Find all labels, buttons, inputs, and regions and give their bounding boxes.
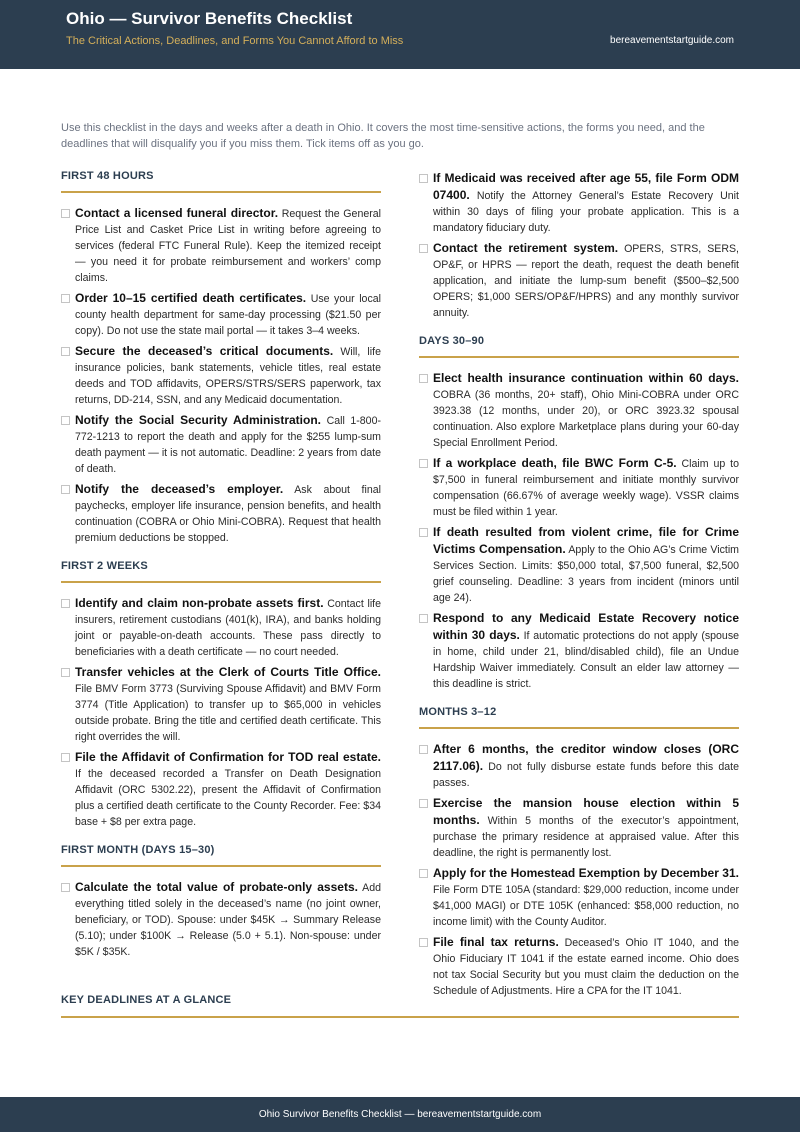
left-column — [61, 170, 381, 964]
checklist-item — [61, 664, 381, 745]
right-column — [419, 170, 739, 1003]
key-deadlines-section — [61, 994, 739, 1018]
checklist — [61, 879, 381, 960]
item-title: If Medicaid was received after age 55, file Form ODM 07400. — [433, 171, 739, 202]
checklist-item — [61, 343, 381, 408]
item-text: Will, life insurance policies, bank statements, vehicle titles, real estate deeds and TOD affidavits, OPERS/STRS/SERS paperwork, tax returns, DD-214, SSN, and any Medicaid documentation. — [75, 346, 381, 406]
checklist-item — [419, 370, 739, 451]
checkbox[interactable] — [61, 485, 70, 494]
page-subtitle: The Critical Actions, Deadlines, and Forms You Cannot Afford to Miss — [66, 35, 404, 47]
item-text: Deceased’s Ohio IT 1040, and the Ohio Fiduciary IT 1041 if the estate earned income. Ohio does not tax Social Security but you must claim the deduction on the Schedule of Adjustments. Hire a CPA for the IT 1041. — [433, 937, 739, 997]
checklist-item — [419, 741, 739, 791]
checkbox[interactable] — [419, 869, 428, 878]
checkbox[interactable] — [419, 528, 428, 537]
item-text: OPERS, STRS, SERS, OP&F, or HPRS — report the death, request the death benefit application, and initiate the lump-sum benefit ($500–$2,500 OPERS; $1,000 SERS/OP&F/HPRS) and any monthly survivor annuity. — [433, 243, 739, 319]
item-text: Apply to the Ohio AG’s Crime Victim Services Section. Limits: $50,000 total, $7,500 funeral, $2,500 grief counseling. Deadline: 3 years from incident (minors until age 24). — [433, 544, 739, 604]
item-text: Notify the Attorney General’s Estate Recovery Unit within 30 days of filing your probate application. This is a mandatory fiduciary duty. — [433, 190, 739, 234]
item-text: Add everything titled solely in the deceased’s name (no joint owner, beneficiary, or TOD). Spouse: under $45K → Summary Release (5.10); under $100K → Release (5.0 + 5.1). Non-spouse: under $5K / $35K. — [75, 882, 382, 958]
checkbox[interactable] — [61, 347, 70, 356]
checkbox[interactable] — [61, 668, 70, 677]
checkbox[interactable] — [419, 938, 428, 947]
checklist — [419, 741, 739, 999]
item-title: Contact a licensed funeral director. — [75, 206, 279, 220]
checklist-item — [419, 934, 739, 999]
item-title: File the Affidavit of Confirmation for TOD real estate. — [75, 750, 381, 764]
checkbox[interactable] — [61, 209, 70, 218]
item-text: If the deceased recorded a Transfer on Death Designation Affidavit (ORC 5302.22), present the Affidavit of Confirmation plus a certified death certificate to the County Recorder. Fee: $34 base + $8 per extra page. — [75, 768, 381, 828]
section-title: FIRST MONTH (DAYS 15–30) — [61, 844, 381, 867]
checkbox[interactable] — [61, 883, 70, 892]
checkbox[interactable] — [61, 599, 70, 608]
item-title: Elect health insurance continuation within 60 days. — [433, 371, 739, 385]
checklist-item — [419, 455, 739, 520]
site-name: bereavementstartguide.com — [610, 35, 734, 46]
item-title: If death resulted from violent crime, file for Crime Victims Compensation. — [433, 525, 739, 556]
item-text: Use your local county health department for same-day processing ($21.50 per copy). Do not use the state mail portal — it takes 3–4 weeks. — [75, 293, 381, 337]
checklist-item — [419, 865, 739, 930]
item-text: Contact life insurers, retirement custodians (401(k), IRA), and banks holding joint or payable-on-death accounts. These pass directly to beneficiaries with a death certificate — no court needed. — [75, 598, 382, 658]
item-text: Do not fully disburse estate funds before this date passes. — [433, 761, 739, 789]
item-text: Within 5 months of the executor’s appointment, purchase the primary residence at appraised value. After this deadline, the right is permanently lost. — [433, 815, 739, 859]
checklist-item — [419, 524, 739, 606]
item-text: File BMV Form 3773 (Surviving Spouse Affidavit) and BMV Form 3774 (Title Application) to transfer up to $65,000 in vehicles outside probate. Bring the title and certified death certificate. This right overrides the will. — [75, 683, 381, 743]
section-title: MONTHS 3–12 — [419, 706, 739, 729]
item-text: Claim up to $7,500 in funeral reimbursement and initiate monthly survivor compensation (66.67% of average weekly wage). VSSR claims must be filed within 1 year. — [433, 458, 739, 518]
checklist-item — [61, 749, 381, 830]
intro-text: Use this checklist in the days and weeks after a death in Ohio. It covers the most time-sensitive actions, the forms you need, and the deadlines that will disqualify you if you miss them. Tick items off as you go. — [61, 122, 705, 150]
section-title: FIRST 48 HOURS — [61, 170, 381, 193]
checkbox[interactable] — [419, 799, 428, 808]
checklist — [61, 205, 381, 546]
checklist-item — [419, 795, 739, 861]
item-text: Ask about final paychecks, employer life insurance, pension benefits, and health continuation (COBRA or Ohio Mini-COBRA). Request that health premium deductions be stopped. — [75, 484, 381, 544]
item-title: Apply for the Homestead Exemption by December 31. — [433, 866, 739, 880]
checklist-item — [419, 240, 739, 321]
checkbox[interactable] — [419, 745, 428, 754]
item-text: COBRA (36 months, 20+ staff), Ohio Mini-COBRA under ORC 3923.38 (12 months, under 20), or ORC 3923.32 spousal continuation. Also explore Marketplace plans during your 60-day Special Enrollment Period. — [433, 389, 739, 449]
page-title: Ohio — Survivor Benefits Checklist — [66, 9, 353, 28]
item-title: Order 10–15 certified death certificates. — [75, 291, 307, 305]
page-footer: Ohio Survivor Benefits Checklist — bereavementstartguide.com — [0, 1097, 800, 1132]
checkbox[interactable] — [419, 174, 428, 183]
item-title: Identify and claim non-probate assets first. — [75, 596, 324, 610]
checklist — [419, 370, 739, 692]
item-title: Respond to any Medicaid Estate Recovery notice within 30 days. — [433, 611, 739, 642]
section-title: KEY DEADLINES AT A GLANCE — [61, 994, 739, 1018]
section-title: DAYS 30–90 — [419, 335, 739, 358]
item-title: Exercise the mansion house election within 5 months. — [433, 796, 739, 827]
checkbox[interactable] — [419, 374, 428, 383]
item-text: Call 1-800-772-1213 to report the death and apply for the $255 lump-sum death payment — it is not automatic. Deadline: 2 years from date of death. — [75, 415, 381, 475]
item-text: File Form DTE 105A (standard: $29,000 reduction, income under $41,000 MAGI) or DTE 105K (enhanced: $58,000 reduction, no income limit) with the County Auditor. — [433, 884, 739, 928]
checkbox[interactable] — [61, 753, 70, 762]
checklist — [419, 170, 739, 321]
item-title: Calculate the total value of probate-only assets. — [75, 880, 358, 894]
item-title: Contact the retirement system. — [433, 241, 619, 255]
checkbox[interactable] — [61, 416, 70, 425]
checkbox[interactable] — [419, 459, 428, 468]
section-title: FIRST 2 WEEKS — [61, 560, 381, 583]
item-text: Request the General Price List and Casket Price List in writing before agreeing to services (federal FTC Funeral Rule). Keep the itemized receipt — you need it for probate reimbursement and workers’ comp claims. — [75, 208, 382, 284]
item-title: After 6 months, the creditor window closes (ORC 2117.06). — [433, 742, 739, 773]
checklist-item — [61, 879, 381, 960]
checkbox[interactable] — [419, 244, 428, 253]
checklist-item — [61, 205, 381, 286]
item-title: File final tax returns. — [433, 935, 559, 949]
item-title: Notify the deceased’s employer. — [75, 482, 284, 496]
checkbox[interactable] — [61, 294, 70, 303]
item-title: Secure the deceased’s critical documents. — [75, 344, 334, 358]
checklist-item — [61, 481, 381, 546]
item-title: Notify the Social Security Administration. — [75, 413, 322, 427]
item-text: If automatic protections do not apply (spouse in home, child under 21, blind/disabled child), file an Undue Hardship Waiver immediately. Consult an elder law attorney — this deadline is strict. — [433, 630, 740, 690]
checklist-item — [61, 290, 381, 339]
checklist-item — [419, 170, 739, 236]
checklist-item — [61, 412, 381, 477]
checklist-item — [61, 595, 381, 660]
checkbox[interactable] — [419, 614, 428, 623]
item-title: Transfer vehicles at the Clerk of Courts Title Office. — [75, 665, 381, 679]
checklist-item — [419, 610, 739, 692]
checklist — [61, 595, 381, 830]
item-title: If a workplace death, file BWC Form C-5. — [433, 456, 677, 470]
page-header — [0, 0, 800, 69]
